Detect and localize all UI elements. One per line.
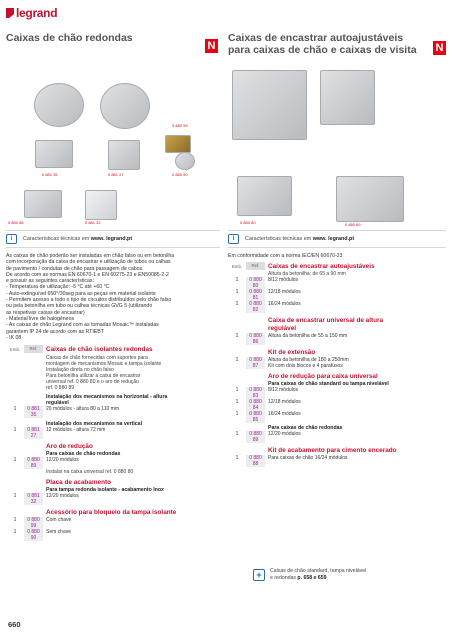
right-norm: Em conformidade com a norma IEC/EN 60670-23 [228, 253, 343, 259]
left-product-table [6, 345, 220, 541]
section-extension-kit: Kit de extensão [268, 349, 316, 356]
table-header [228, 262, 265, 270]
image-label-7: 0 880 80 [240, 220, 256, 225]
table-row: 1 0 881 32 12/20 módulos [13, 493, 79, 505]
table-row: 1 0 880 87 Altura da betonilha de 180 a 250mm Kit com dois blocos e 4 parafusos [235, 357, 349, 369]
image-label-8: 0 880 89 [345, 222, 361, 227]
floor-box-image-3 [35, 140, 73, 168]
round-floor-box-image-1 [34, 83, 84, 127]
legrand-logo [6, 7, 58, 19]
divider-right-2 [228, 247, 446, 248]
section-round-boxes: Caixas de chão isolantes redondas [46, 345, 153, 353]
see-also-text: Caixas de chão standard, tampa nivelável e redondas [270, 568, 367, 581]
image-label-2: 0 881 27 [108, 172, 124, 177]
document-info-icon: i [228, 234, 239, 244]
left-description: As caixas de chão poderão ser instaladas em chão falso ou em betonilha com incorporação da caixa de encastrar e utilização de tubos ou calhas de pavimento / condutas de chão para passagem de cabos. De acordo com as normas EN 60670-1 e EN 60275-23 e EN50085-2-2 e possuir as seguintes características: - Temperatura de utilização: -5 °C até +60 °C - Auto-extinguível 650°/30seg para as peças em material isolante - Permitem acesso a todo o tipo de circuitos distribuídos pelo chão falso ou pela betonilha em tubo ou calhas técnicas GVG 5 (utilizando as respetivas caixas de encastrar) - Material livre de halogéneos - As caixas de chão Legrand com as tomadas Mosaic™ instaladas garantem IP 24 de acordo com as RTIEBT - IK 08 [6, 253, 175, 341]
flush-box-image-4 [336, 176, 404, 222]
cover-plate-image [85, 190, 117, 220]
image-label-6: 0 881 32 [85, 220, 101, 225]
info-prefix-left: Características técnicas em [23, 236, 91, 242]
sub-inox-cover: Para tampa redonda isolante - acabamento Inox [46, 487, 164, 493]
flush-box-image-3 [237, 176, 292, 216]
table-row: 1 0 881 35 20 módulos - altura 80 a 110 mm [13, 406, 120, 418]
sub-round-boxes: Para caixas de chão redondas [268, 425, 343, 431]
image-label-3: 0 880 90 [172, 172, 188, 177]
table-row: 1 0 880 86 Altura da betonilha de 55 a 150 mm [235, 333, 348, 345]
table-row: 1 0 880 99 Com chave [13, 517, 72, 529]
see-also-box [253, 565, 413, 585]
floor-box-image-5 [24, 190, 62, 218]
table-row: 1 0 880 88 Para caixas de chão 16/24 módulos [235, 455, 348, 467]
section-lock-accessory: Acessório para bloqueio da tampa isolante [46, 509, 177, 516]
table-row: 1 0 880 90 Sem chave [13, 529, 72, 541]
section-intro: Caixas de chão fornecidas com suportes para montagem de mecanismos Mosaic e tampa isolante Instalação direta no chão falso Para betonilha utilizar a caixa de encastrar universal ref. 0 880 80 e o aro de redução ref. 0 880 89 [46, 355, 162, 391]
divider-left-2 [6, 247, 220, 248]
new-badge-left: N [205, 39, 218, 53]
floor-box-image-4 [108, 140, 140, 170]
image-label-5: 0 880 86 [8, 220, 24, 225]
col-qty: Emb. [9, 346, 21, 352]
col-qty: Emb. [231, 263, 243, 269]
section-flush-boxes: Caixas de encastrar autoajustáveis [268, 262, 375, 270]
sub-horizontal: Instalação dos mecanismos na horizontal - altura regulável [46, 394, 168, 406]
left-title: Caixas de chão redondas [6, 32, 133, 44]
table-header [6, 345, 43, 353]
document-info-icon: i [6, 234, 17, 244]
right-title: Caixas de encastrar autoajustáveis para caixas de chão e caixas de visita [228, 32, 417, 56]
install-note: Instalar na caixa universal ref. 0 880 80 [46, 469, 134, 475]
sub-round-boxes: Para caixas de chão redondas [46, 451, 121, 457]
table-row: 1 0 880 82 16/24 módulos [235, 301, 301, 313]
section-reduction-ring: Aro de redução [46, 443, 93, 450]
legrand-logo-icon [6, 8, 14, 18]
info-prefix-right: Características técnicas em [245, 236, 313, 242]
see-also-pages[interactable]: p. 658 e 659 [297, 575, 327, 581]
table-row: 1 0 880 85 16/24 módulos [235, 411, 301, 423]
info-line-right [228, 234, 354, 244]
table-row: 1 0 881 27 12 módulos - altura 72 mm [13, 427, 106, 439]
image-label-4: 0 880 99 [172, 123, 188, 128]
flush-box-image-1 [232, 70, 307, 140]
page-number: 660 [8, 620, 21, 629]
new-badge-right: N [433, 41, 446, 55]
lock-accessory-image [175, 152, 195, 170]
section-universal-reduction: Aro de redução para caixa universal [268, 373, 378, 380]
table-row: 1 0 880 80 8/12 módulos [235, 277, 299, 289]
table-row: 1 0 880 83 8/12 módulos [235, 387, 299, 399]
divider-left [6, 230, 220, 231]
table-row: 1 0 880 81 12/18 módulos [235, 289, 301, 301]
table-row: 1 0 880 89 12/20 módulos [235, 431, 301, 443]
table-row: 1 0 880 84 12/18 módulos [235, 399, 301, 411]
info-link-left[interactable]: www. legrand.pt [90, 236, 133, 242]
table-row: 1 0 880 89 12/20 módulos [13, 457, 79, 469]
section-finishing-plate: Placa de acabamento [46, 479, 112, 486]
flush-box-image-2 [320, 70, 375, 125]
sub-vertical: Instalação dos mecanismos na vertical [46, 421, 143, 427]
col-ref: Ref. [24, 345, 43, 353]
screed-height: Altura da betonilha: de 65 a 90 mm [268, 271, 346, 277]
section-universal-box: Caixa de encastrar universal de altura regulável [268, 317, 384, 332]
image-label-1: 0 881 35 [42, 172, 58, 177]
section-waxed-concrete-kit: Kit de acabamento para cimento encerado [268, 447, 397, 454]
info-line-left [6, 234, 132, 244]
right-product-table [228, 262, 446, 467]
round-floor-box-image-2 [100, 83, 150, 129]
brand-name: legrand [16, 6, 58, 20]
sub-standard-boxes: Para caixas de chão standard ou tampa nivelável [268, 381, 389, 387]
plus-icon: + [253, 569, 265, 581]
col-ref: Ref. [246, 262, 265, 270]
divider-right [228, 230, 446, 231]
locking-key-image [165, 135, 191, 153]
info-link-right[interactable]: www. legrand.pt [312, 236, 355, 242]
